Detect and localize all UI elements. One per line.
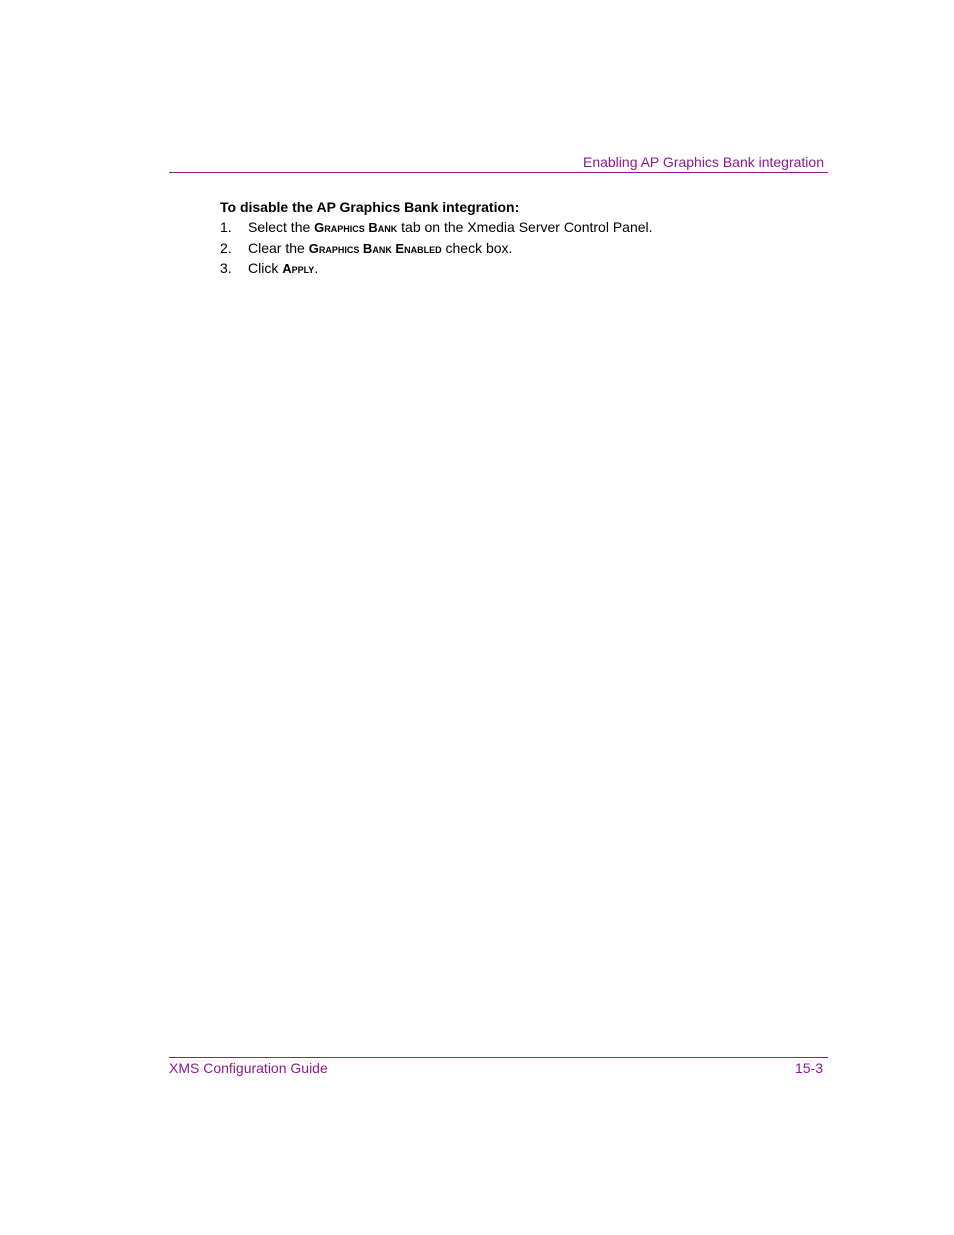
ui-term-graphics-bank-tab: Graphics Bank <box>314 220 398 235</box>
ui-term-apply-button: Apply <box>282 261 315 276</box>
procedure-heading: To disable the AP Graphics Bank integration: <box>220 199 520 215</box>
step-text-pre: Select the <box>248 219 315 235</box>
step-text-post: . <box>314 260 319 276</box>
step-3 <box>220 260 820 277</box>
step-text-pre: Clear the <box>248 239 309 256</box>
ui-term-graphics-bank-enabled-checkbox: Graphics Bank Enabled <box>308 240 442 256</box>
step-text-post: tab on the Xmedia Server Control Panel. <box>397 219 653 235</box>
page-content <box>220 199 820 281</box>
footer-rule <box>169 1057 828 1058</box>
footer-document-title: XMS Configuration Guide <box>169 1060 328 1076</box>
header-rule <box>169 172 828 173</box>
step-1 <box>220 219 820 236</box>
step-number: 1. <box>220 219 232 235</box>
running-header-title: Enabling AP Graphics Bank integration <box>582 154 824 170</box>
step-text-post: check box. <box>441 239 513 256</box>
step-2 <box>220 240 820 257</box>
procedure-steps <box>220 219 820 277</box>
footer-page-number: 15-3 <box>794 1060 823 1076</box>
step-number: 2. <box>220 239 232 256</box>
step-number: 3. <box>220 260 232 276</box>
step-text-pre: Click <box>248 260 283 276</box>
